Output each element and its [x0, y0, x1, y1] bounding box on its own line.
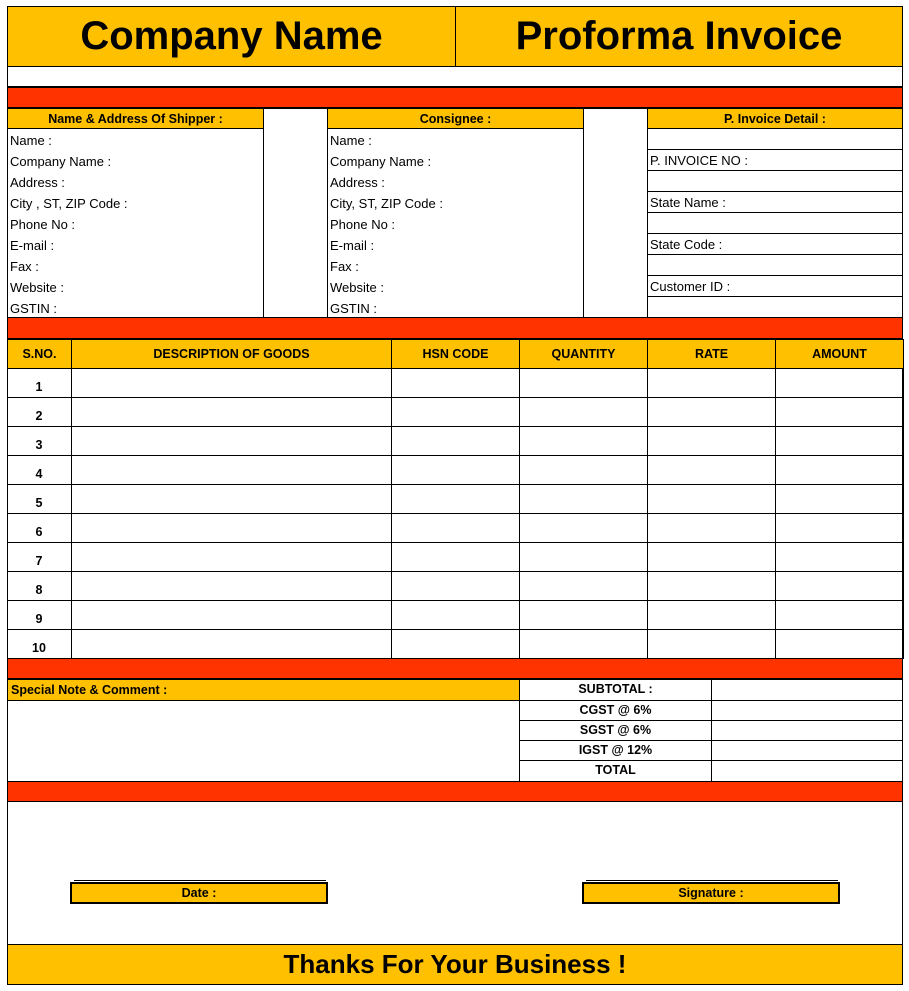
item-cell[interactable] — [391, 484, 520, 514]
item-cell[interactable] — [647, 542, 776, 572]
invoice-detail-title: P. Invoice Detail : — [647, 108, 903, 129]
item-cell[interactable] — [775, 426, 904, 456]
item-cell[interactable] — [71, 397, 392, 427]
notes-title: Special Note & Comment : — [11, 683, 168, 697]
item-cell[interactable] — [775, 513, 904, 543]
totals-value-cell[interactable] — [711, 679, 903, 701]
consignee-field-label: Fax : — [330, 259, 359, 274]
item-cell[interactable] — [519, 629, 648, 659]
separator-band — [7, 658, 903, 679]
shipper-field-label: City , ST, ZIP Code : — [10, 196, 128, 211]
shipper-title: Name & Address Of Shipper : — [7, 108, 264, 129]
consignee-field-label: E-mail : — [330, 238, 375, 253]
item-cell[interactable] — [647, 629, 776, 659]
shipper-field-label: Fax : — [10, 259, 39, 274]
totals-label: TOTAL — [595, 763, 636, 777]
item-cell[interactable] — [71, 571, 392, 601]
item-cell[interactable] — [519, 513, 648, 543]
invoice-detail-row[interactable] — [647, 170, 903, 192]
date-label: Date : — [181, 886, 217, 900]
item-cell[interactable] — [519, 426, 648, 456]
signature-line — [586, 880, 838, 881]
shipper-field-label: GSTIN : — [10, 301, 57, 316]
separator-band — [7, 317, 903, 339]
item-cell[interactable] — [775, 368, 904, 398]
item-cell[interactable] — [519, 368, 648, 398]
company-name-cell — [7, 6, 456, 67]
invoice-detail-row[interactable] — [647, 296, 903, 318]
item-cell[interactable] — [647, 513, 776, 543]
column-header: RATE — [647, 339, 776, 369]
consignee-field-label: Website : — [330, 280, 384, 295]
item-cell[interactable] — [775, 397, 904, 427]
invoice-detail-label: P. INVOICE NO : — [650, 153, 749, 168]
item-cell[interactable] — [391, 368, 520, 398]
totals-value-cell[interactable] — [711, 720, 903, 741]
shipper-field-label: Company Name : — [10, 154, 112, 169]
item-cell[interactable] — [391, 571, 520, 601]
totals-label: IGST @ 12% — [578, 743, 653, 757]
row-number: 5 — [35, 496, 43, 510]
item-cell[interactable] — [71, 513, 392, 543]
item-cell[interactable] — [71, 484, 392, 514]
signature-field[interactable] — [582, 882, 840, 904]
separator-band — [7, 87, 903, 108]
column-header: S.NO. — [7, 339, 72, 369]
item-cell[interactable] — [391, 426, 520, 456]
item-cell[interactable] — [391, 397, 520, 427]
consignee-field-label: Phone No : — [330, 217, 396, 232]
item-cell[interactable] — [519, 484, 648, 514]
item-cell[interactable] — [775, 484, 904, 514]
invoice-detail-label: State Name : — [650, 195, 726, 210]
column-header: DESCRIPTION OF GOODS — [71, 339, 392, 369]
item-cell[interactable] — [391, 600, 520, 630]
consignee-field-label: Name : — [330, 133, 372, 148]
signature-area — [7, 801, 903, 945]
item-cell[interactable] — [775, 600, 904, 630]
item-cell[interactable] — [647, 600, 776, 630]
consignee-field-label: Company Name : — [330, 154, 432, 169]
item-cell[interactable] — [775, 455, 904, 485]
item-cell[interactable] — [519, 455, 648, 485]
invoice-detail-label: State Code : — [650, 237, 723, 252]
doc-title-cell — [455, 6, 903, 67]
item-cell[interactable] — [71, 426, 392, 456]
item-cell[interactable] — [71, 455, 392, 485]
row-number: 8 — [35, 583, 43, 597]
column-header: QUANTITY — [519, 339, 648, 369]
item-cell[interactable] — [775, 571, 904, 601]
consignee-field-label: Address : — [330, 175, 385, 190]
company-name: Company Name — [80, 14, 383, 58]
item-cell[interactable] — [647, 455, 776, 485]
item-cell[interactable] — [391, 513, 520, 543]
totals-value-cell[interactable] — [711, 740, 903, 761]
shipper-field-label: Phone No : — [10, 217, 76, 232]
consignee-field-label: GSTIN : — [330, 301, 377, 316]
shipper-field-label: Name : — [10, 133, 52, 148]
item-cell[interactable] — [71, 368, 392, 398]
item-cell[interactable] — [647, 368, 776, 398]
date-line — [74, 880, 326, 881]
item-cell[interactable] — [775, 542, 904, 572]
totals-value-cell[interactable] — [711, 700, 903, 721]
item-cell[interactable] — [71, 600, 392, 630]
item-cell[interactable] — [519, 571, 648, 601]
row-number: 10 — [32, 641, 46, 655]
item-cell[interactable] — [391, 629, 520, 659]
invoice-detail-row[interactable] — [647, 212, 903, 234]
notes-title-cell — [7, 679, 520, 701]
item-cell[interactable] — [647, 484, 776, 514]
spacer-column — [583, 108, 648, 318]
notes-area[interactable] — [7, 700, 520, 782]
column-header: AMOUNT — [775, 339, 904, 369]
totals-label: SGST @ 6% — [579, 723, 652, 737]
row-number: 9 — [35, 612, 43, 626]
totals-value-cell[interactable] — [711, 760, 903, 782]
item-cell[interactable] — [775, 629, 904, 659]
totals-label: SUBTOTAL : — [578, 682, 653, 696]
row-number: 4 — [35, 467, 43, 481]
shipper-field-label: Address : — [10, 175, 65, 190]
separator-band — [7, 781, 903, 802]
column-header: HSN CODE — [391, 339, 520, 369]
item-cell[interactable] — [519, 542, 648, 572]
signature-label: Signature : — [678, 886, 744, 900]
row-number: 2 — [35, 409, 43, 423]
row-number: 1 — [35, 380, 43, 394]
item-cell[interactable] — [647, 426, 776, 456]
spacer-column — [263, 108, 328, 318]
date-field[interactable] — [70, 882, 328, 904]
row-number: 7 — [35, 554, 43, 568]
shipper-field-label: Website : — [10, 280, 64, 295]
item-cell[interactable] — [71, 542, 392, 572]
item-cell[interactable] — [391, 455, 520, 485]
invoice-detail-row[interactable] — [647, 254, 903, 276]
row-number: 3 — [35, 438, 43, 452]
invoice-detail-label: Customer ID : — [650, 279, 731, 294]
doc-title: Proforma Invoice — [515, 14, 843, 58]
item-cell[interactable] — [647, 571, 776, 601]
shipper-field-label: E-mail : — [10, 238, 55, 253]
thanks-banner — [7, 944, 903, 985]
row-number: 6 — [35, 525, 43, 539]
consignee-title: Consignee : — [327, 108, 584, 129]
item-cell[interactable] — [647, 397, 776, 427]
totals-label: CGST @ 6% — [579, 703, 652, 717]
invoice-detail-row[interactable] — [647, 128, 903, 150]
item-cell[interactable] — [519, 397, 648, 427]
blank-row — [7, 66, 903, 87]
item-cell[interactable] — [519, 600, 648, 630]
consignee-field-label: City, ST, ZIP Code : — [330, 196, 443, 211]
item-cell[interactable] — [391, 542, 520, 572]
thanks-text: Thanks For Your Business ! — [283, 949, 627, 979]
item-cell[interactable] — [71, 629, 392, 659]
